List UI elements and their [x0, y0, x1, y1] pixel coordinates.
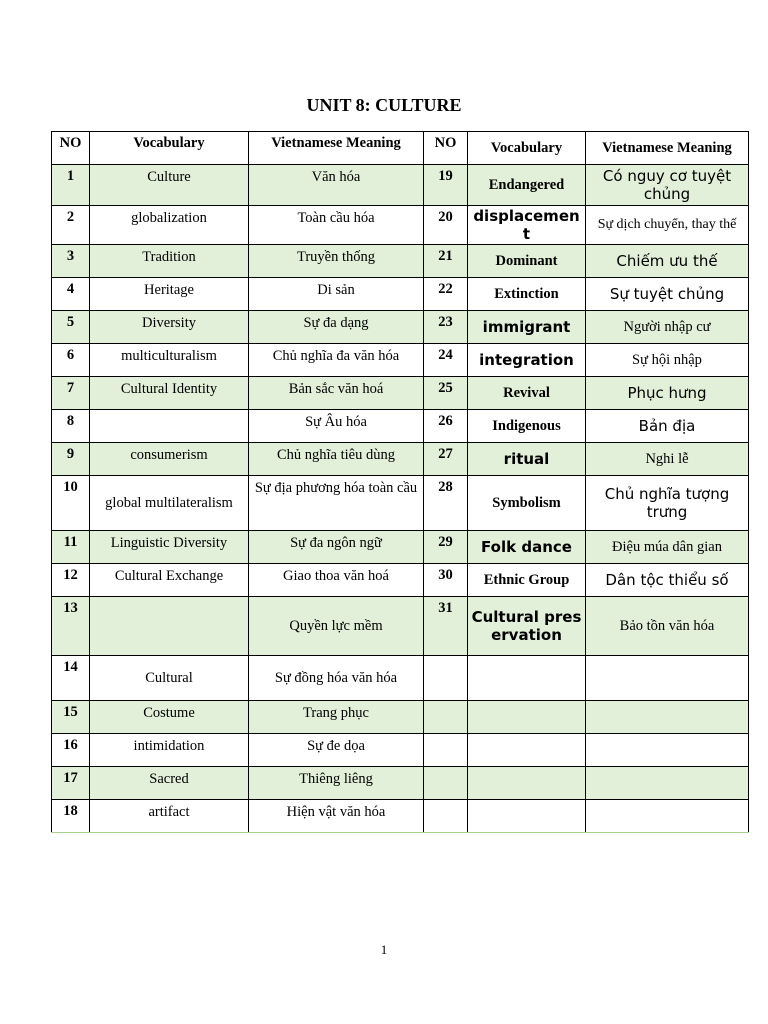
- table-row: [52, 410, 749, 443]
- row-number: 8: [52, 410, 90, 443]
- row-number: 18: [52, 800, 90, 833]
- vocab-meaning: Toàn cầu hóa: [249, 206, 424, 245]
- vocab-word: Heritage: [90, 278, 249, 311]
- row-number: 28: [424, 476, 468, 531]
- vocab-word: Dominant: [468, 245, 586, 278]
- vocab-meaning: Chủ nghĩa đa văn hóa: [249, 344, 424, 377]
- vocab-word: [90, 410, 249, 443]
- table-row: [52, 767, 749, 800]
- row-number: [424, 734, 468, 767]
- row-number: 20: [424, 206, 468, 245]
- vocab-meaning: Giao thoa văn hoá: [249, 564, 424, 597]
- row-number: 10: [52, 476, 90, 531]
- table-row: [52, 245, 749, 278]
- table-row: [52, 311, 749, 344]
- vocab-word: Indigenous: [468, 410, 586, 443]
- vocab-word: consumerism: [90, 443, 249, 476]
- vocab-meaning: Phục hưng: [586, 377, 749, 410]
- row-number: 4: [52, 278, 90, 311]
- table-row: [52, 476, 749, 531]
- vocab-word: Folk dance: [468, 531, 586, 564]
- vocab-word: [468, 767, 586, 800]
- table-row: [52, 656, 749, 701]
- row-number: 15: [52, 701, 90, 734]
- vocab-meaning: [586, 701, 749, 734]
- vocab-meaning: Di sản: [249, 278, 424, 311]
- vocab-meaning: Hiện vật văn hóa: [249, 800, 424, 833]
- row-number: 25: [424, 377, 468, 410]
- header-vocabulary: Vocabulary: [90, 132, 249, 165]
- vocab-word: [90, 597, 249, 656]
- vocab-meaning: Sự tuyệt chủng: [586, 278, 749, 311]
- vocab-word: [468, 800, 586, 833]
- vocabulary-table: [51, 131, 749, 833]
- table-row: [52, 443, 749, 476]
- vocab-meaning: Chủ nghĩa tiêu dùng: [249, 443, 424, 476]
- vocab-meaning: Sự hội nhập: [586, 344, 749, 377]
- vocab-word: Diversity: [90, 311, 249, 344]
- vocab-word: [468, 701, 586, 734]
- row-number: 14: [52, 656, 90, 701]
- header-vocabulary-2: Vocabulary: [468, 132, 586, 165]
- vocab-word: global multilateralism: [90, 476, 249, 531]
- vocab-word: [468, 656, 586, 701]
- page-title: UNIT 8: CULTURE: [306, 95, 462, 115]
- vocab-word: multiculturalism: [90, 344, 249, 377]
- table-row: [52, 701, 749, 734]
- vocab-meaning: Người nhập cư: [586, 311, 749, 344]
- row-number: 27: [424, 443, 468, 476]
- vocab-word: Linguistic Diversity: [90, 531, 249, 564]
- row-number: [424, 656, 468, 701]
- vocab-meaning: [586, 734, 749, 767]
- table-row: [52, 165, 749, 206]
- row-number: 29: [424, 531, 468, 564]
- header-meaning: Vietnamese Meaning: [249, 132, 424, 165]
- vocab-word: Sacred: [90, 767, 249, 800]
- table-row: [52, 597, 749, 656]
- vocab-meaning: Dân tộc thiểu số: [586, 564, 749, 597]
- row-number: 23: [424, 311, 468, 344]
- row-number: 31: [424, 597, 468, 656]
- vocab-meaning: Văn hóa: [249, 165, 424, 206]
- vocab-word: artifact: [90, 800, 249, 833]
- vocab-word: Cultural: [90, 656, 249, 701]
- vocab-word: Costume: [90, 701, 249, 734]
- row-number: 3: [52, 245, 90, 278]
- vocab-meaning: Quyền lực mềm: [249, 597, 424, 656]
- row-number: 16: [52, 734, 90, 767]
- row-number: 22: [424, 278, 468, 311]
- vocab-meaning: [586, 767, 749, 800]
- vocab-meaning: Bản sắc văn hoá: [249, 377, 424, 410]
- vocab-word: immigrant: [468, 311, 586, 344]
- header-no-2: NO: [424, 132, 468, 165]
- vocab-meaning: Bảo tồn văn hóa: [586, 597, 749, 656]
- vocab-word: intimidation: [90, 734, 249, 767]
- vocab-meaning: Sự đe dọa: [249, 734, 424, 767]
- row-number: 12: [52, 564, 90, 597]
- vocab-meaning: Điệu múa dân gian: [586, 531, 749, 564]
- row-number: 26: [424, 410, 468, 443]
- vocab-meaning: Có nguy cơ tuyệt chủng: [586, 165, 749, 206]
- row-number: [424, 767, 468, 800]
- vocab-word: Revival: [468, 377, 586, 410]
- row-number: 30: [424, 564, 468, 597]
- table-row: [52, 278, 749, 311]
- vocab-word: [468, 734, 586, 767]
- row-number: 11: [52, 531, 90, 564]
- table-row: [52, 564, 749, 597]
- row-number: 5: [52, 311, 90, 344]
- row-number: 7: [52, 377, 90, 410]
- vocab-meaning: Chủ nghĩa tượng trưng: [586, 476, 749, 531]
- vocab-word: integration: [468, 344, 586, 377]
- row-number: [424, 800, 468, 833]
- vocab-meaning: [586, 656, 749, 701]
- vocab-word: Endangered: [468, 165, 586, 206]
- vocab-meaning: Truyền thống: [249, 245, 424, 278]
- row-number: 9: [52, 443, 90, 476]
- table-header-row: [52, 132, 749, 165]
- row-number: 6: [52, 344, 90, 377]
- table-row: [52, 206, 749, 245]
- row-number: 17: [52, 767, 90, 800]
- table-row: [52, 344, 749, 377]
- table-row: [52, 734, 749, 767]
- row-number: 2: [52, 206, 90, 245]
- table-row: [52, 531, 749, 564]
- header-no: NO: [52, 132, 90, 165]
- vocab-word: displacement: [468, 206, 586, 245]
- row-number: 21: [424, 245, 468, 278]
- vocab-meaning: Sự đa ngôn ngữ: [249, 531, 424, 564]
- vocab-meaning: [586, 800, 749, 833]
- vocab-meaning: Nghi lễ: [586, 443, 749, 476]
- table-row: [52, 800, 749, 833]
- table-row: [52, 377, 749, 410]
- vocab-word: Culture: [90, 165, 249, 206]
- vocab-meaning: Sự đa dạng: [249, 311, 424, 344]
- row-number: 24: [424, 344, 468, 377]
- vocab-word: Extinction: [468, 278, 586, 311]
- vocab-word: ritual: [468, 443, 586, 476]
- row-number: 1: [52, 165, 90, 206]
- vocab-meaning: Sự đồng hóa văn hóa: [249, 656, 424, 701]
- vocab-word: Cultural Identity: [90, 377, 249, 410]
- row-number: [424, 701, 468, 734]
- vocab-word: Cultural Exchange: [90, 564, 249, 597]
- page-number: 1: [380, 942, 388, 957]
- row-number: 19: [424, 165, 468, 206]
- vocab-meaning: Thiêng liêng: [249, 767, 424, 800]
- vocab-meaning: Sự dịch chuyển, thay thế: [586, 206, 749, 245]
- vocab-meaning: Sự địa phương hóa toàn cầu: [249, 476, 424, 531]
- vocab-word: Ethnic Group: [468, 564, 586, 597]
- header-meaning-2: Vietnamese Meaning: [586, 132, 749, 165]
- vocab-meaning: Chiếm ưu thế: [586, 245, 749, 278]
- vocab-word: Cultural preservation: [468, 597, 586, 656]
- vocab-meaning: Trang phục: [249, 701, 424, 734]
- row-number: 13: [52, 597, 90, 656]
- vocab-meaning: Bản địa: [586, 410, 749, 443]
- vocab-word: globalization: [90, 206, 249, 245]
- vocab-word: Tradition: [90, 245, 249, 278]
- vocab-meaning: Sự Âu hóa: [249, 410, 424, 443]
- vocab-word: Symbolism: [468, 476, 586, 531]
